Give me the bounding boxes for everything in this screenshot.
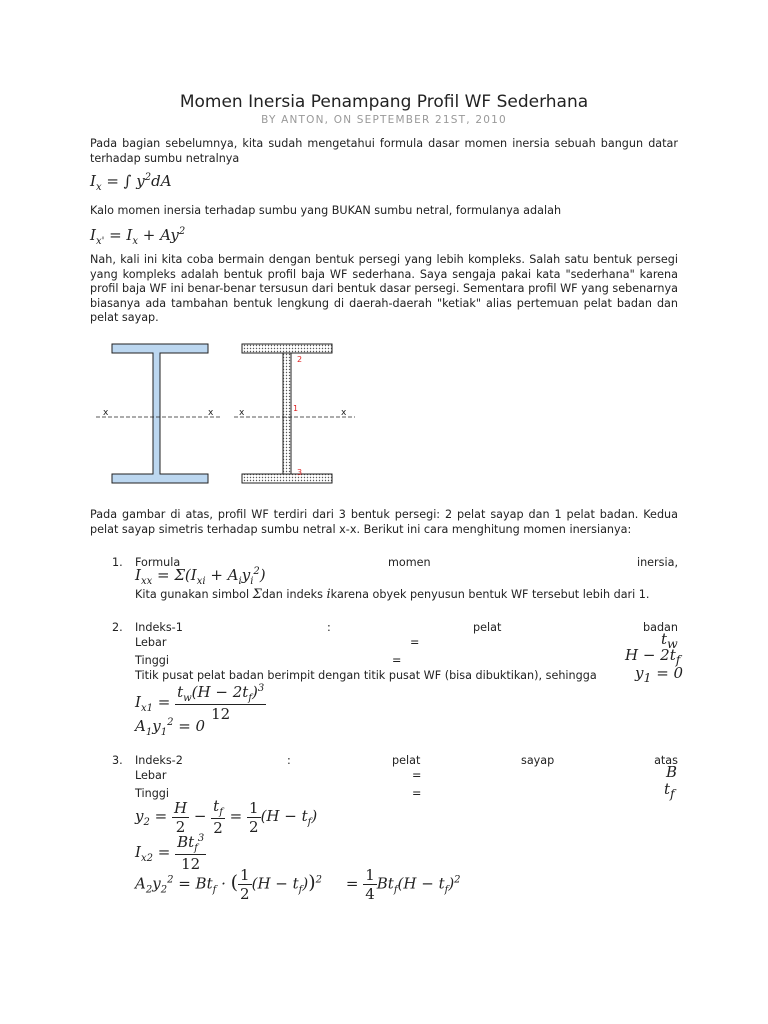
byline: BY ANTON, ON SEPTEMBER 21ST, 2010	[261, 114, 507, 126]
part-label-3: 3	[297, 468, 303, 477]
item2-lebar-label: Lebar	[135, 636, 167, 649]
equation-y2: $y_2$ = $\frac{H}{2}$ − $\frac{t_f}{2}$ = $\frac{1}{2}$ $(H - t_f)$	[135, 797, 318, 837]
item3-line	[135, 754, 678, 769]
item3-lebar-row	[135, 769, 678, 784]
equation-tw: $t_w$	[661, 630, 678, 651]
item2-word-badan: badan	[642, 621, 678, 634]
item3-word-sayap: sayap	[521, 754, 555, 767]
equation-ix1: $I_{x1}$ = $\frac{t_w(H - 2t_f)^3}{12}$	[135, 683, 265, 723]
equation-a1y1: $A_1y_1^2 = 0$	[135, 717, 206, 738]
item1-note-c: karena obyek penyusun bentuk WF tersebut lebih dari 1.	[330, 588, 650, 601]
wf-profile-figure	[90, 338, 370, 488]
equation-ix: $I_x$ = ∫ $y^2dA$	[90, 172, 172, 193]
list-number-2: 2.	[112, 621, 123, 634]
item3-lebar-label: Lebar	[135, 769, 167, 782]
paragraph-2: Kalo momen inersia terhadap sumbu yang BUKAN sumbu netral, formulanya adalah	[90, 204, 562, 217]
paragraph-4: Pada gambar di atas, profil WF terdiri dari 3 bentuk persegi: 2 pelat sayap dan 1 pelat badan. Kedua pelat sayap simetris terhadap sumbu netral x-x. Berikut ini cara menghitung momen inersianya:	[90, 508, 678, 536]
part-label-1: 1	[293, 404, 299, 413]
item2-word-indeks: Indeks-1	[135, 621, 183, 634]
page-title: Momen Inersia Penampang Profil WF Sederhana	[179, 92, 589, 112]
equation-ixx-sum: $I_{xx} = \Sigma(I_{xi} + A_iy_i^2)$	[135, 566, 266, 587]
equation-h-minus-2tf: $H - 2t_f$	[625, 646, 681, 667]
i-beam-shape-left	[112, 344, 208, 483]
equation-b: B	[666, 763, 678, 781]
axis-label-x: x	[208, 408, 214, 418]
paragraph-3: Nah, kali ini kita coba bermain dengan bentuk persegi yang lebih kompleks. Salah satu bentuk persegi yang kompleks adalah bentuk profil baja WF sederhana. Saya sengaja pakai kata "sederhana" karena profil baja WF ini benar-benar tersusun dari bentuk dasar persegi. Sementara profil WF yang sebenarnya biasanya ada tambahan bentuk lengkung di daerah-daerah "ketiak" alias pertemuan pelat badan dan pelat sayap.	[90, 253, 678, 324]
paragraph-1: Pada bagian sebelumnya, kita sudah mengetahui formula dasar momen inersia sebuah bangun datar terhadap sumbu netralnya	[90, 137, 678, 165]
equation-a2y2: $A_2y_2^2 = Bt_f$ · ( $\frac{1}{2}$ $(H - t_f))^2$ = $\frac{1}{4}$ $Bt_f(H - t_f)^2$	[135, 866, 461, 903]
item3-word-indeks: Indeks-2	[135, 754, 183, 767]
equation-parallel-axis: $I_{x'} = I_x + Ay^2$	[90, 226, 186, 247]
item3-colon: :	[287, 754, 291, 767]
part-label-2: 2	[297, 355, 303, 364]
index-i-symbol: i	[326, 587, 331, 602]
item3-word-atas: atas	[654, 754, 678, 767]
equation-tf: $t_f$	[664, 780, 675, 801]
item3-tinggi-eq: =	[412, 787, 422, 800]
item2-tinggi-label: Tinggi	[135, 654, 169, 667]
axis-label-x: x	[341, 408, 347, 418]
item3-tinggi-label: Tinggi	[135, 787, 169, 800]
item1-word-momen: momen	[388, 556, 431, 569]
item3-word-pelat: pelat	[392, 754, 421, 767]
list-number-1: 1.	[112, 556, 123, 569]
equation-ix2: $I_{x2}$ = $\frac{Bt_f^3}{12}$	[135, 833, 205, 873]
axis-label-x: x	[103, 408, 109, 418]
item1-note-a: Kita gunakan simbol	[135, 588, 250, 601]
item1-word-formula: Formula	[135, 556, 181, 569]
axis-label-x: x	[239, 408, 245, 418]
item3-lebar-eq: =	[412, 769, 422, 782]
item1-note	[135, 587, 649, 602]
equation-y1-zero: $y_1 = 0$	[635, 664, 684, 685]
sigma-symbol: Σ	[252, 587, 262, 602]
item2-line	[135, 621, 678, 636]
item2-lebar-row	[135, 636, 678, 651]
item2-tinggi-row	[135, 654, 678, 669]
item2-word-pelat: pelat	[473, 621, 502, 634]
item2-lebar-eq: =	[410, 636, 420, 649]
item1-note-b: dan indeks	[261, 588, 323, 601]
list-number-3: 3.	[112, 754, 123, 767]
item2-note: Titik pusat pelat badan berimpit dengan titik pusat WF (bisa dibuktikan), sehingga	[135, 669, 597, 682]
i-beam-shape-right	[242, 344, 332, 483]
item1-word-inersia: inersia,	[636, 556, 678, 569]
item2-colon: :	[327, 621, 331, 634]
item2-tinggi-eq: =	[392, 654, 402, 667]
